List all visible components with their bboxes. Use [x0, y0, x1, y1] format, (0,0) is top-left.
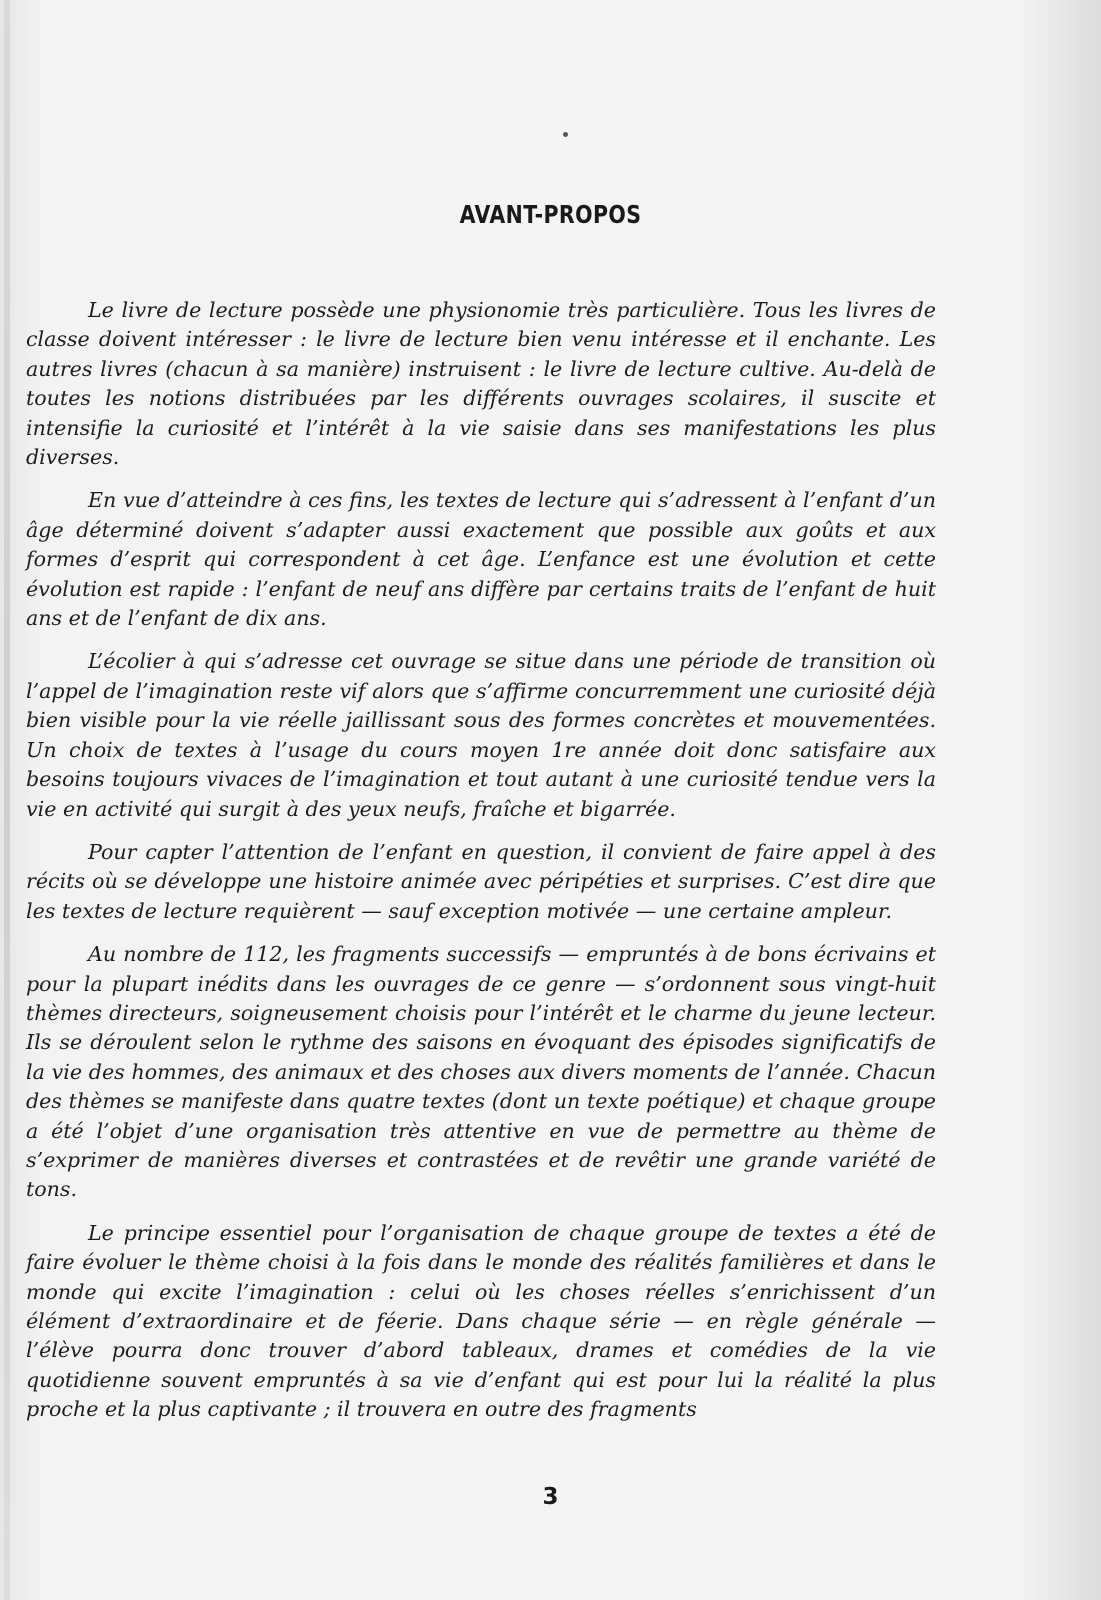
paragraph-1: Le livre de lecture possède une physionomie très particulière. Tous les livres de classe doivent intéresser : le livre de lecture bien venu intéresse et il enchante. Les autres livres (chacun à sa manière) instruisent : le livre de lecture cultive. Au-delà de toutes les notions distribuées par les différents ouvrages scolaires, il suscite et intensifie la curiosité et l’intérêt à la vie saisie dans ses manifestations les plus diverses. — [26, 298, 936, 470]
page-title: AVANT-PROPOS — [459, 200, 642, 229]
page-number: 3 — [542, 1484, 559, 1510]
print-speck — [563, 132, 568, 137]
paragraph-3: L’écolier à qui s’adresse cet ouvrage se situe dans une période de transition où l’appel de l’imagination reste vif alors que s’affirme concurremment une curiosité déjà bien visible pour la vie réelle jaillissant sous des formes concrètes et mouvementées. Un choix de textes à l’usage du cours moyen 1re année doit donc satisfaire aux besoins toujours vivaces de l’imagination et tout autant à une curiosité tendue vers la vie en activité qui surgit à des yeux neufs, fraîche et bigarrée. — [26, 649, 936, 821]
paragraph-2: En vue d’atteindre à ces fins, les textes de lecture qui s’adressent à l’enfant d’un âge déterminé doivent s’adapter aussi exactement que possible aux goûts et aux formes d’esprit qui correspondent à cet âge. L’enfance est une évolution et cette évolution est rapide : l’enfant de neuf ans diffère par certains traits de l’enfant de huit ans et de l’enfant de dix ans. — [26, 488, 936, 631]
paragraph-4: Pour capter l’attention de l’enfant en question, il convient de faire appel à des récits où se développe une histoire animée avec péripéties et surprises. C’est dire que les textes de lecture requièrent — sauf exception motivée — une certaine ampleur. — [26, 839, 936, 923]
paragraph-5: Au nombre de 112, les fragments successifs — empruntés à de bons écrivains et pour la plupart inédits dans les ouvrages de ce genre — s’ordonnent sous vingt-huit thèmes directeurs, soigneusement choisis pour l’intérêt et le charme du jeune lecteur. Ils se déroulent selon le rythme des saisons en évoquant des épisodes significatifs de la vie des hommes, des animaux et des choses aux divers moments de l’année. Chacun des thèmes se manifeste dans quatre textes (dont un texte poétique) et chaque groupe a été l’objet d’une organisation très attentive en vue de permettre au thème de s’exprimer de manières diverses et contrastées et de revêtir une grande variété de tons. — [26, 942, 936, 1202]
page-edge-shadow — [4, 0, 10, 1600]
foreword-body — [26, 296, 936, 1439]
paragraph-6: Le principe essentiel pour l’organisation de chaque groupe de textes a été de faire évoluer le thème choisi à la fois dans le monde des réalités familières et dans le monde qui excite l’imagination : celui où les choses réelles s’enrichissent d’un élément d’extraordinaire et de féerie. Dans chaque série — en règle générale — l’élève pourra donc trouver d’abord tableaux, drames et comédies de la vie quotidienne souvent empruntés à sa vie d’enfant qui est pour lui la réalité la plus proche et la plus captivante ; il trouvera en outre des fragments — [26, 1220, 936, 1422]
